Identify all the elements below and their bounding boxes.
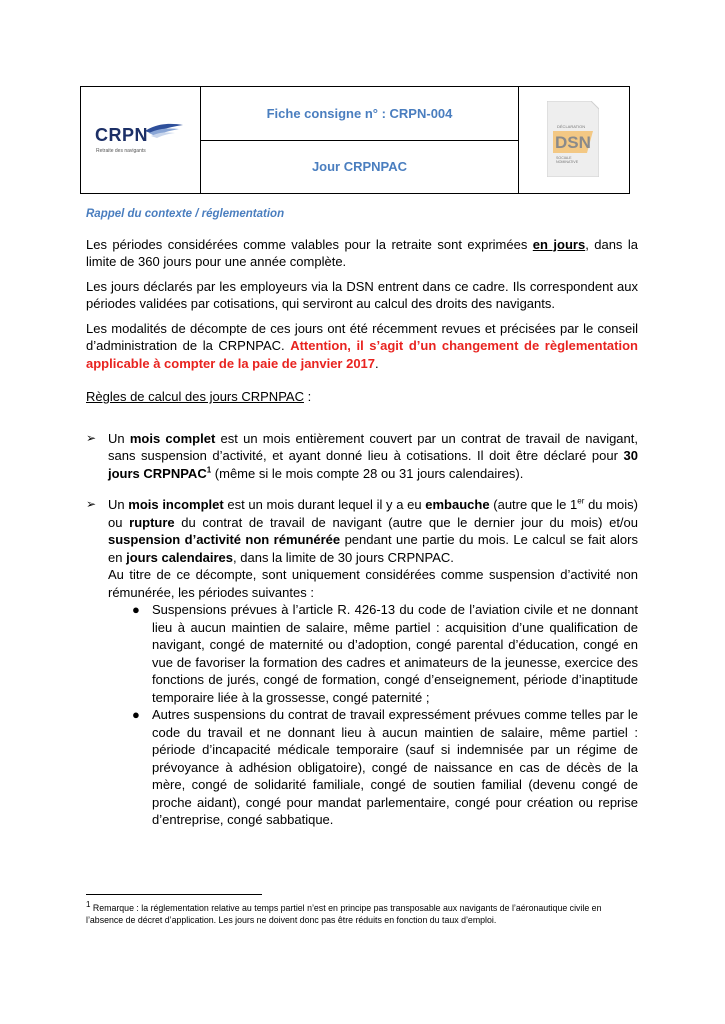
bullet-dot-icon: ● <box>132 602 140 617</box>
rules-heading <box>86 388 638 406</box>
term-suspension: suspension d’activité non rémunérée <box>108 532 341 547</box>
bullet-mois-incomplet <box>86 496 638 829</box>
text: Un <box>108 430 130 446</box>
list-item <box>108 601 638 706</box>
dsn-logo <box>519 87 629 193</box>
term-mois-complet: mois complet <box>129 430 216 446</box>
footnote-number: 1 <box>86 900 91 910</box>
footnote <box>86 902 638 926</box>
text: (autre que le 1 <box>489 497 578 512</box>
emphasis-en-jours: en jours <box>532 236 586 252</box>
suspension-list <box>108 601 638 829</box>
text: Les modalités de décompte de ces jours ont été récemment revues et précisées par le conseil d’administration de la CRPNPAC. <box>86 320 638 353</box>
dsn-logo-icon <box>547 101 599 177</box>
list-item <box>108 706 638 829</box>
header-table <box>80 86 630 194</box>
text: Un <box>108 497 129 512</box>
paragraph-dsn: Les jours déclarés par les employeurs via la DSN entrent dans ce cadre. Ils correspondent aux périodes validées par cotisations, qui serviront au calcul des droits des navigants. <box>86 278 638 311</box>
header-titles <box>201 87 519 193</box>
section-title-context: Rappel du contexte / réglementation <box>86 208 285 220</box>
footnote-text: Remarque : la réglementation relative au temps partiel n’est en principe pas transposable aux navigants de l’aéronautique civile en l’absence de décret d’application. Les jours ne doivent donc pas être réduits en fonction du taux d’emploi. <box>86 903 602 925</box>
document-body <box>86 206 638 843</box>
bullet-mois-complet <box>86 430 638 483</box>
footnote-ref: 1 <box>206 465 212 475</box>
text: Les périodes considérées comme valables pour la retraite sont exprimées <box>86 236 533 252</box>
svg-text:DÉCLARATION: DÉCLARATION <box>557 124 586 129</box>
text: est un mois durant lequel il y a eu <box>223 497 426 512</box>
term-rupture: rupture <box>129 514 175 530</box>
bullet-dot-icon: ● <box>132 707 140 722</box>
text: . <box>375 355 379 371</box>
warning-text: Attention, il s’agit d’un changement de règlementation applicable à compter de la paie de janvier 2017 <box>86 338 638 371</box>
rules-title: Règles de calcul des jours CRPNPAC <box>86 389 304 404</box>
text: est un mois entièrement couvert par un contrat de travail de navigant, sans suspension d’activité, et ayant donné lieu à cotisations. Il doit être déclaré pour <box>108 430 638 463</box>
text: (même si le mois compte 28 ou 31 jours calendaires). <box>211 465 524 481</box>
text: Autres suspensions du contrat de travail expressément prévues comme telles par le code du travail et ne donnant lieu à aucun maintien de salaire, même partiel : période d’incapacité médicale temporaire (sauf si indemnisée par un régime de prévoyance à adhésion obligatoire), congé de naissance en cas de décès de la mère, congé de solidarité familiale, congé de soutien familial (devenu congé de proche aidant), congé pour mandat parlementaire, congé pour création ou reprise d’entreprise, congé sabbatique. <box>152 707 638 827</box>
term-mois-incomplet: mois incomplet <box>128 497 224 512</box>
text: Suspensions prévues à l’article R. 426-13 du code de l’aviation civile et ne donnant lieu à aucun maintien de salaire, même partiel : acquisition d’une qualification de navigant, congé de maternité ou d’adoption, congé parental d’éducation, congé en vue de favoriser la formation des cadres et animateurs de la jeunesse, exercice des fonctions de jurés, congé de formation, congé d’enseignement, période d’inaptitude temporaire liée à la grossesse, congé paternité ; <box>152 602 638 705</box>
text: Au titre de ce décompte, sont uniquement considérées comme suspension d’activité non rémunérée, les périodes suivantes : <box>108 567 638 600</box>
crpn-brand: CRPN <box>95 125 149 145</box>
text: pendant une partie du mois. Le calcul se fait alors en <box>108 532 638 565</box>
crpn-tagline: Retraite des navigants <box>96 148 146 154</box>
text: : <box>303 389 312 404</box>
svg-text:NOMINATIVE: NOMINATIVE <box>556 160 579 164</box>
term-jours-calendaires: jours calendaires <box>126 549 234 565</box>
footnote-separator <box>86 894 262 895</box>
superscript: er <box>577 496 585 506</box>
arrow-bullet-icon: ➢ <box>86 430 97 445</box>
text: du mois) ou <box>108 497 638 530</box>
paragraph-periods <box>86 236 638 271</box>
term-embauche: embauche <box>425 497 490 512</box>
paragraph-modalites <box>86 320 638 373</box>
fiche-title: Fiche consigne n° : CRPN-004 <box>201 87 518 141</box>
svg-text:SOCIALE: SOCIALE <box>556 156 572 160</box>
crpn-logo <box>81 87 201 193</box>
arrow-bullet-icon: ➢ <box>86 497 97 511</box>
text: , dans la limite de 30 jours CRPNPAC. <box>233 549 454 565</box>
fiche-subtitle: Jour CRPNPAC <box>311 159 408 175</box>
term-30-jours: 30 jours CRPNPAC <box>108 448 638 481</box>
text: , dans la limite de 360 jours pour une année complète. <box>86 236 638 269</box>
text: du contrat de travail de navigant (autre que le dernier jour du mois) et/ou <box>174 514 639 530</box>
svg-text:DSN: DSN <box>555 133 591 152</box>
